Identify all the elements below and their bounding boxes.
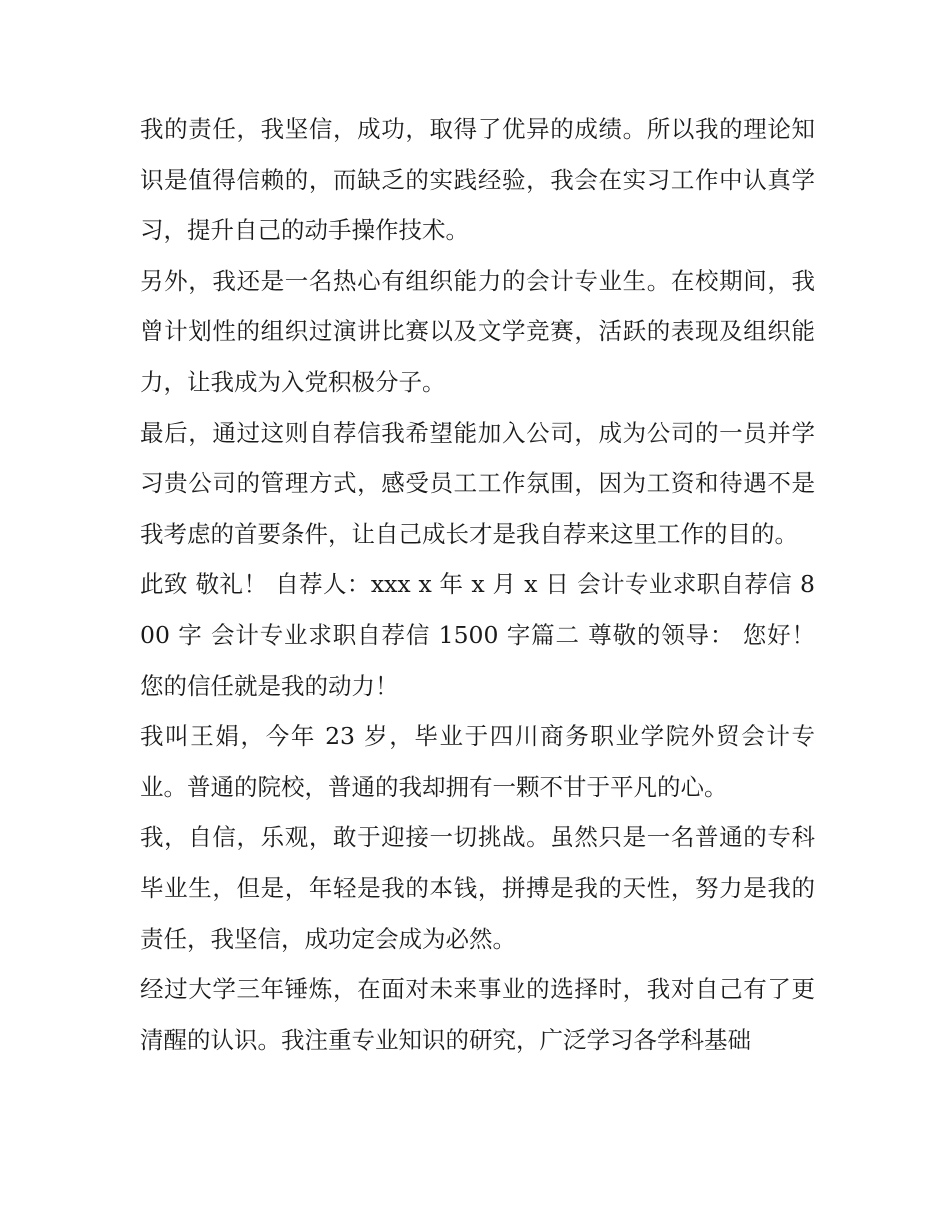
paragraph-1: 我的责任，我坚信，成功，取得了优异的成绩。所以我的理论知识是值得信赖的，而缺乏的实践经验，我会在实习工作中认真学习，提升自己的动手操作技术。: [140, 115, 815, 245]
paragraph-5: 我叫王娟，今年 23 岁，毕业于四川商务职业学院外贸会计专业。普通的院校，普通的我却拥有一颗不甘于平凡的心。: [140, 722, 815, 801]
paragraph-7: 经过大学三年锤炼，在面对未来事业的选择时，我对自己有了更清醒的认识。我注重专业知识的研究，广泛学习各学科基础: [140, 975, 815, 1054]
paragraph-4: 此致 敬礼！ 自荐人：xxx x 年 x 月 x 日 会计专业求职自荐信 800 字 会计专业求职自荐信 1500 字篇二 尊敬的领导： 您好！ 您的信任就是我的动力！: [140, 570, 815, 700]
document-body: [140, 104, 815, 1065]
paragraph-6: 我，自信，乐观，敢于迎接一切挑战。虽然只是一名普通的专科毕业生，但是，年轻是我的本钱，拼搏是我的天性，努力是我的责任，我坚信，成功定会成为必然。: [140, 823, 815, 953]
paragraph-2: 另外，我还是一名热心有组织能力的会计专业生。在校期间，我曾计划性的组织过演讲比赛以及文学竞赛，活跃的表现及组织能力，让我成为入党积极分子。: [140, 266, 815, 396]
paragraph-3: 最后，通过这则自荐信我希望能加入公司，成为公司的一员并学习贵公司的管理方式，感受员工工作氛围，因为工资和待遇不是我考虑的首要条件，让自己成长才是我自荐来这里工作的目的。: [140, 418, 815, 548]
